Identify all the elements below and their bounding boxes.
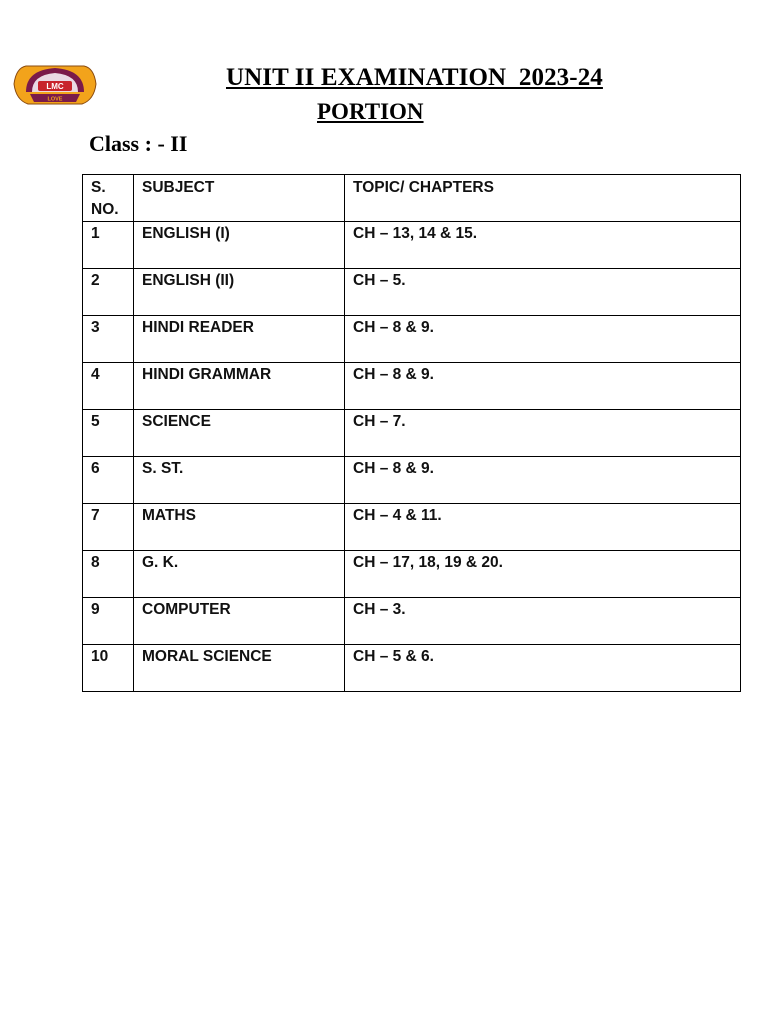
table-row	[83, 504, 741, 551]
cell-subject: COMPUTER	[134, 598, 345, 645]
table-header-row	[83, 175, 741, 222]
cell-topic: CH – 7.	[345, 410, 741, 457]
table-row	[83, 269, 741, 316]
logo-motto-text: LOVE	[47, 96, 63, 103]
table-row	[83, 363, 741, 410]
school-logo	[12, 62, 98, 108]
column-header-subject: SUBJECT	[134, 175, 345, 222]
cell-topic: CH – 13, 14 & 15.	[345, 222, 741, 269]
cell-subject: G. K.	[134, 551, 345, 598]
table-row	[83, 410, 741, 457]
table-row	[83, 598, 741, 645]
cell-subject: MATHS	[134, 504, 345, 551]
class-label: Class : - II	[89, 131, 188, 156]
cell-subject: MORAL SCIENCE	[134, 645, 345, 692]
cell-subject: HINDI READER	[134, 316, 345, 363]
cell-sno: 1	[83, 222, 134, 269]
cell-topic: CH – 5.	[345, 269, 741, 316]
logo-lmc-text: LMC	[46, 82, 64, 91]
table-row	[83, 316, 741, 363]
page-subtitle: PORTION	[317, 99, 424, 124]
portion-table	[82, 174, 741, 692]
cell-subject: SCIENCE	[134, 410, 345, 457]
cell-sno: 10	[83, 645, 134, 692]
cell-topic: CH – 17, 18, 19 & 20.	[345, 551, 741, 598]
cell-subject: HINDI GRAMMAR	[134, 363, 345, 410]
cell-subject: S. ST.	[134, 457, 345, 504]
cell-sno: 8	[83, 551, 134, 598]
table-row	[83, 222, 741, 269]
cell-topic: CH – 5 & 6.	[345, 645, 741, 692]
cell-sno: 9	[83, 598, 134, 645]
cell-sno: 2	[83, 269, 134, 316]
cell-sno: 7	[83, 504, 134, 551]
column-header-sno: S. NO.	[83, 175, 134, 222]
column-header-topic: TOPIC/ CHAPTERS	[345, 175, 741, 222]
cell-topic: CH – 8 & 9.	[345, 457, 741, 504]
table-row	[83, 551, 741, 598]
cell-subject: ENGLISH (II)	[134, 269, 345, 316]
table-row	[83, 457, 741, 504]
cell-sno: 6	[83, 457, 134, 504]
cell-subject: ENGLISH (I)	[134, 222, 345, 269]
table-row	[83, 645, 741, 692]
cell-topic: CH – 3.	[345, 598, 741, 645]
cell-topic: CH – 8 & 9.	[345, 316, 741, 363]
cell-topic: CH – 8 & 9.	[345, 363, 741, 410]
cell-sno: 5	[83, 410, 134, 457]
cell-sno: 4	[83, 363, 134, 410]
page-title: UNIT II EXAMINATION 2023-24	[226, 64, 603, 91]
cell-topic: CH – 4 & 11.	[345, 504, 741, 551]
cell-sno: 3	[83, 316, 134, 363]
